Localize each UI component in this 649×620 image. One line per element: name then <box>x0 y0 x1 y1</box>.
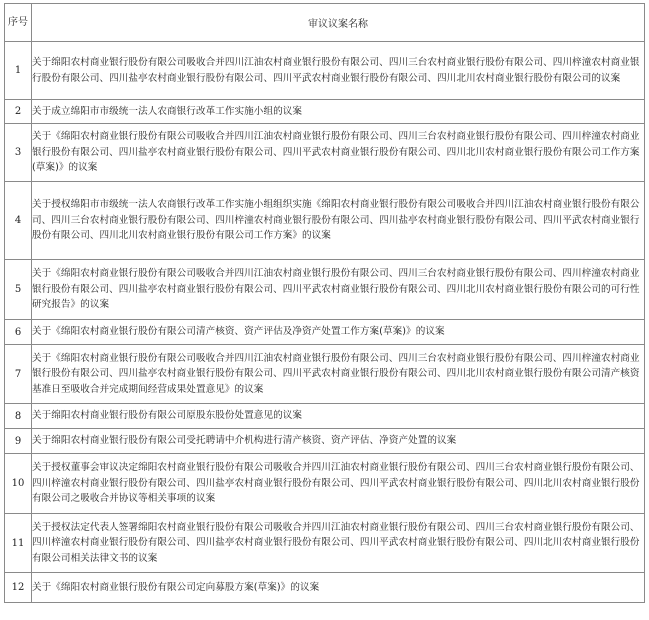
row-agenda-item: 关于绵阳农村商业银行股份有限公司受托聘请中介机构进行清产核资、资产评估、净资产处置的议案 <box>32 429 645 454</box>
agenda-table <box>4 3 645 603</box>
row-agenda-item: 关于《绵阳农村商业银行股份有限公司吸收合并四川江油农村商业银行股份有限公司、四川三台农村商业银行股份有限公司、四川梓潼农村商业银行股份有限公司、四川盐亭农村商业银行股份有限公司、四川平武农村商业银行股份有限公司、四川北川农村商业银行股份有限公司工作方案(草案)》的议案 <box>32 124 645 182</box>
row-number: 6 <box>5 320 32 345</box>
row-number: 8 <box>5 404 32 429</box>
row-number: 2 <box>5 100 32 124</box>
row-number: 3 <box>5 124 32 182</box>
table-row <box>5 320 645 345</box>
row-agenda-item: 关于《绵阳农村商业银行股份有限公司清产核资、资产评估及净资产处置工作方案(草案)》的议案 <box>32 320 645 345</box>
table-row <box>5 124 645 182</box>
table-header-row <box>5 4 645 42</box>
table-row <box>5 454 645 514</box>
row-number: 12 <box>5 573 32 603</box>
row-number: 5 <box>5 260 32 320</box>
row-number: 9 <box>5 429 32 454</box>
table-row <box>5 404 645 429</box>
row-agenda-item: 关于绵阳农村商业银行股份有限公司原股东股份处置意见的议案 <box>32 404 645 429</box>
row-agenda-item: 关于《绵阳农村商业银行股份有限公司定向募股方案(草案)》的议案 <box>32 573 645 603</box>
table-row <box>5 429 645 454</box>
table-row <box>5 42 645 100</box>
table-row <box>5 514 645 573</box>
row-agenda-item: 关于《绵阳农村商业银行股份有限公司吸收合并四川江油农村商业银行股份有限公司、四川三台农村商业银行股份有限公司、四川梓潼农村商业银行股份有限公司、四川盐亭农村商业银行股份有限公司、四川平武农村商业银行股份有限公司、四川北川农村商业银行股份有限公司清产核资基准日至吸收合并完成期间经营成果处置意见》的议案 <box>32 345 645 404</box>
table-row <box>5 260 645 320</box>
row-number: 7 <box>5 345 32 404</box>
row-agenda-item: 关于《绵阳农村商业银行股份有限公司吸收合并四川江油农村商业银行股份有限公司、四川三台农村商业银行股份有限公司、四川梓潼农村商业银行股份有限公司、四川盐亭农村商业银行股份有限公司、四川平武农村商业银行股份有限公司、四川北川农村商业银行股份有限公司的可行性研究报告》的议案 <box>32 260 645 320</box>
header-agenda-name: 审议议案名称 <box>32 4 645 42</box>
row-agenda-item: 关于授权绵阳市市级统一法人农商银行改革工作实施小组组织实施《绵阳农村商业银行股份有限公司吸收合并四川江油农村商业银行股份有限公司、四川三台农村商业银行股份有限公司、四川梓潼农村商业银行股份有限公司、四川盐亭农村商业银行股份有限公司、四川平武农村商业银行股份有限公司、四川北川农村商业银行股份有限公司工作方案》的议案 <box>32 182 645 260</box>
row-number: 10 <box>5 454 32 514</box>
table-row <box>5 345 645 404</box>
row-agenda-item: 关于成立绵阳市市级统一法人农商银行改革工作实施小组的议案 <box>32 100 645 124</box>
row-agenda-item: 关于授权董事会审议决定绵阳农村商业银行股份有限公司吸收合并四川江油农村商业银行股份有限公司、四川三台农村商业银行股份有限公司、四川梓潼农村商业银行股份有限公司、四川盐亭农村商业银行股份有限公司、四川平武农村商业银行股份有限公司、四川北川农村商业银行股份有限公司之吸收合并协议等相关事项的议案 <box>32 454 645 514</box>
row-agenda-item: 关于绵阳农村商业银行股份有限公司吸收合并四川江油农村商业银行股份有限公司、四川三台农村商业银行股份有限公司、四川梓潼农村商业银行股份有限公司、四川盐亭农村商业银行股份有限公司、四川平武农村商业银行股份有限公司、四川北川农村商业银行股份有限公司的议案 <box>32 42 645 100</box>
table-row <box>5 182 645 260</box>
row-number: 1 <box>5 42 32 100</box>
header-serial-number: 序号 <box>5 4 32 42</box>
row-agenda-item: 关于授权法定代表人签署绵阳农村商业银行股份有限公司吸收合并四川江油农村商业银行股份有限公司、四川三台农村商业银行股份有限公司、四川梓潼农村商业银行股份有限公司、四川盐亭农村商业银行股份有限公司、四川平武农村商业银行股份有限公司、四川北川农村商业银行股份有限公司相关法律文书的议案 <box>32 514 645 573</box>
table-row <box>5 573 645 603</box>
row-number: 4 <box>5 182 32 260</box>
row-number: 11 <box>5 514 32 573</box>
table-row <box>5 100 645 124</box>
